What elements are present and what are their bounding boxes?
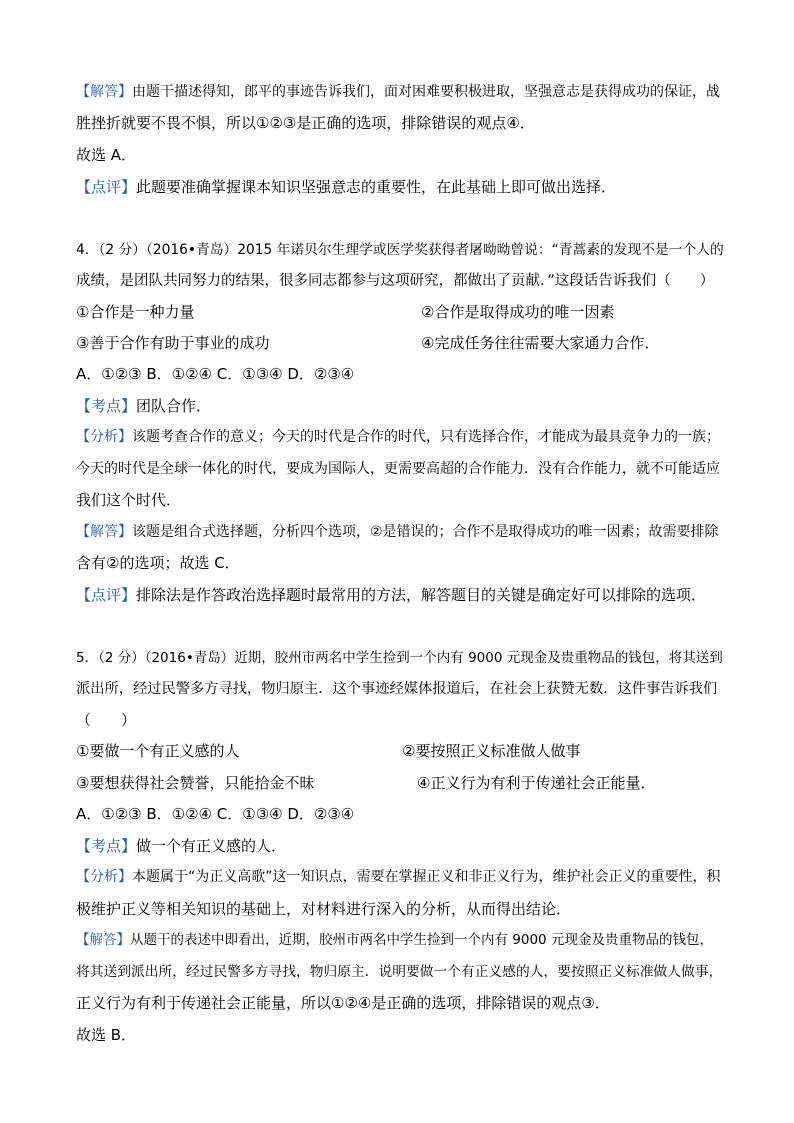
q5-options-row-1 bbox=[76, 741, 581, 761]
q4-stem-line-2: 成绩，是团队共同努力的结果，很多同志都参与这项研究，都做出了贡献．”这段话告诉我们（ ） bbox=[76, 273, 715, 289]
q5-option-4: ④正义行为有利于传递社会正能量． bbox=[417, 774, 656, 792]
q5-point: 【考点】做一个有正义感的人． bbox=[76, 837, 287, 855]
point-tag: 【考点】 bbox=[76, 837, 137, 855]
q4-point: 【考点】团队合作． bbox=[76, 397, 212, 415]
q5-choice: 故选 B． bbox=[76, 1026, 137, 1044]
q4-choices: A．①②③ B．①②④ C．①③④ D．②③④ bbox=[76, 365, 355, 383]
q4-stem-line-1: 4．（2 分）（2016•青岛）2015 年诺贝尔生理学或医学奖获得者屠呦呦曾说：“青蒿素的发现不是一个人的 bbox=[76, 242, 724, 258]
q5-answer-line-1: 【解答】从题干的表述中即看出，近期，胶州市两名中学生捡到一个内有 9000 元现金及贵重物品的钱包， bbox=[76, 932, 713, 948]
q3-choice: 故选 A． bbox=[76, 146, 137, 164]
analysis-tag: 【分析】 bbox=[76, 869, 132, 885]
q4-option-2: ②合作是取得成功的唯一因素 bbox=[421, 303, 615, 321]
q5-analysis-line-2: 极维护正义等相关知识的基础上，对材料进行深入的分析，从而得出结论． bbox=[76, 900, 572, 918]
q4-option-3: ③善于合作有助于事业的成功 bbox=[76, 334, 270, 352]
q5-options-row-2 bbox=[76, 773, 656, 793]
q5-answer-line-2: 将其送到派出所，经过民警多方寻找，物归原主．说明要做一个有正义感的人，要按照正义标准做人做事， bbox=[76, 964, 723, 980]
q5-stem-line-1: 5．（2 分）（2016•青岛）近期，胶州市两名中学生捡到一个内有 9000 元现金及贵重物品的钱包，将其送到 bbox=[76, 650, 723, 666]
q5-stem-line-3: （ ） bbox=[76, 711, 137, 729]
q4-analysis-line-3: 我们这个时代． bbox=[76, 491, 182, 509]
q4-analysis-line-1: 【分析】该题考查合作的意义；今天的时代是合作的时代，只有选择合作，才能成为最具竞争力的一族； bbox=[76, 429, 720, 445]
q4-answer-line-2: 含有②的选项；故选 C． bbox=[76, 554, 240, 572]
q5-option-3: ③要想获得社会赞誉，只能拾金不昧 bbox=[76, 774, 315, 792]
q4-answer-line-1: 【解答】该题是组合式选择题，分析四个选项，②是错误的；合作不是取得成功的唯一因素；故需要排除 bbox=[76, 524, 719, 540]
answer-tag: 【解答】 bbox=[76, 524, 132, 540]
q3-answer-line-2: 胜挫折就要不畏不惧，所以①②③是正确的选项，排除错误的观点④． bbox=[76, 114, 535, 132]
q3-comment: 【点评】此题要准确掌握课本知识坚强意志的重要性，在此基础上即可做出选择． bbox=[76, 178, 617, 196]
q5-option-1: ①要做一个有正义感的人 bbox=[76, 742, 240, 760]
q5-stem-line-2: 派出所，经过民警多方寻找，物归原主．这个事迹经媒体报道后，在社会上获赞无数．这件事告诉我们 bbox=[76, 681, 718, 697]
q4-option-4: ④完成任务往往需要大家通力合作． bbox=[421, 334, 660, 352]
answer-tag: 【解答】 bbox=[76, 84, 132, 100]
comment-tag: 【点评】 bbox=[76, 586, 137, 604]
q4-comment: 【点评】排除法是作答政治选择题时最常用的方法，解答题目的关键是确定好可以排除的选项． bbox=[76, 586, 707, 604]
q4-options-row-2 bbox=[76, 333, 660, 353]
q4-option-1: ①合作是一种力量 bbox=[76, 303, 195, 321]
q5-option-2: ②要按照正义标准做人做事 bbox=[402, 742, 581, 760]
q4-options-row-1 bbox=[76, 302, 615, 322]
q5-answer-line-3: 正义行为有利于传递社会正能量，所以①②④是正确的选项，排除错误的观点③． bbox=[76, 994, 610, 1012]
q5-analysis-line-1: 【分析】本题属于“为正义高歌”这一知识点，需要在掌握正义和非正义行为，维护社会正义的重要性，积 bbox=[76, 869, 721, 885]
point-tag: 【考点】 bbox=[76, 397, 137, 415]
analysis-tag: 【分析】 bbox=[76, 429, 132, 445]
answer-tag: 【解答】 bbox=[76, 932, 130, 948]
q5-choices: A．①②③ B．①②④ C．①③④ D．②③④ bbox=[76, 805, 355, 823]
comment-tag: 【点评】 bbox=[76, 178, 137, 196]
q4-analysis-line-2: 今天的时代是全球一体化的时代，要成为国际人，更需要高超的合作能力．没有合作能力，就不可能适应 bbox=[76, 461, 720, 477]
q3-answer-line-1: 【解答】由题干描述得知，郎平的事迹告诉我们，面对困难要积极进取，坚强意志是获得成功的保证，战 bbox=[76, 84, 720, 100]
